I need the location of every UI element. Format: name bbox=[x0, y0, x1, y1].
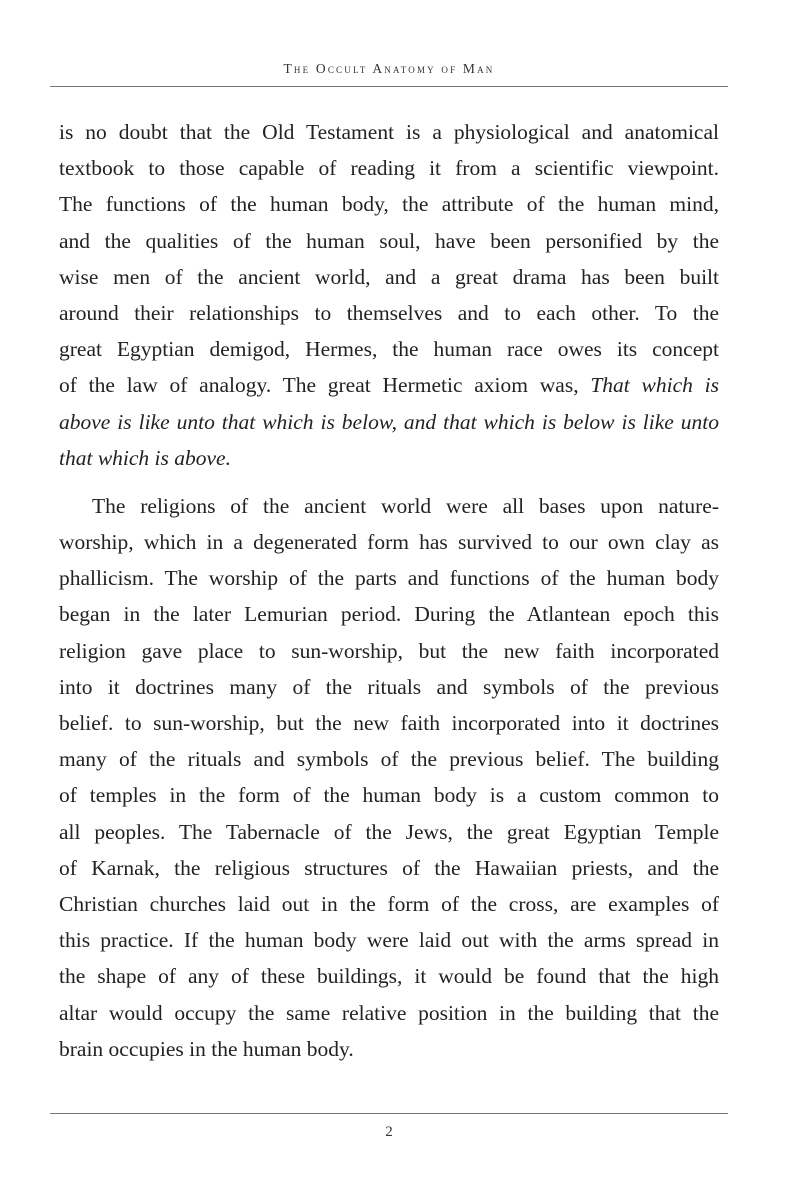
text-line: of temples in the form of the human body is a custom common to bbox=[59, 783, 719, 808]
text-line: began in the later Lemurian period. During the Atlantean epoch this bbox=[59, 602, 719, 627]
text-line: the shape of any of these buildings, it would be found that the high bbox=[59, 964, 719, 989]
axiom-quote: That which is bbox=[590, 373, 719, 398]
text-line: is no doubt that the Old Testament is a physiological and anatomical bbox=[59, 120, 719, 144]
text-line: around their relationships to themselves and to each other. To the bbox=[59, 300, 719, 325]
text-line: Christian churches laid out in the form of the cross, are examples of bbox=[59, 891, 719, 916]
text-line: The religions of the ancient world were all bases upon nature- bbox=[92, 493, 719, 518]
text-line: of Karnak, the religious structures of the Hawaiian priests, and the bbox=[59, 855, 719, 880]
paragraph-1 bbox=[59, 114, 719, 476]
text-line: all peoples. The Tabernacle of the Jews, the great Egyptian Temple bbox=[59, 819, 719, 844]
axiom-quote-line: that which is above. bbox=[59, 445, 231, 470]
text-line: brain occupies in the human body. bbox=[59, 1036, 354, 1061]
page-body bbox=[59, 114, 719, 1067]
running-head-title: The Occult Anatomy of Man bbox=[283, 61, 495, 76]
text-line: altar would occupy the same relative position in the building that the bbox=[59, 1000, 719, 1025]
text-line: worship, which in a degenerated form has survived to our own clay as bbox=[59, 530, 719, 555]
axiom-quote-line: above is like unto that which is below, and that which is below is like unto bbox=[59, 409, 719, 434]
footer-rule bbox=[50, 1113, 728, 1114]
text-line: textbook to those capable of reading it from a scientific viewpoint. bbox=[59, 156, 719, 181]
text-line bbox=[59, 367, 719, 403]
page-number: 2 bbox=[385, 1124, 393, 1140]
text-line: religion gave place to sun-worship, but the new faith incorporated bbox=[59, 638, 719, 663]
header-rule bbox=[50, 86, 728, 87]
text-line: many of the rituals and symbols of the previous belief. The building bbox=[59, 747, 719, 772]
text-line: wise men of the ancient world, and a great drama has been built bbox=[59, 264, 719, 289]
text-line: phallicism. The worship of the parts and functions of the human body bbox=[59, 566, 719, 591]
text-line: great Egyptian demigod, Hermes, the human race owes its concept bbox=[59, 337, 719, 362]
text-line: and the qualities of the human soul, have been personified by the bbox=[59, 228, 719, 253]
text-line: into it doctrines many of the rituals and symbols of the previous bbox=[59, 674, 719, 699]
text-line: this practice. If the human body were laid out with the arms spread in bbox=[59, 928, 719, 953]
text-line: belief. to sun-worship, but the new faith incorporated into it doctrines bbox=[59, 711, 719, 735]
text-line: The functions of the human body, the attribute of the human mind, bbox=[59, 192, 719, 217]
paragraph-2 bbox=[59, 488, 719, 1067]
paragraph-gap bbox=[59, 476, 719, 488]
text-run: of the law of analogy. The great Hermetic axiom was, bbox=[59, 373, 591, 398]
